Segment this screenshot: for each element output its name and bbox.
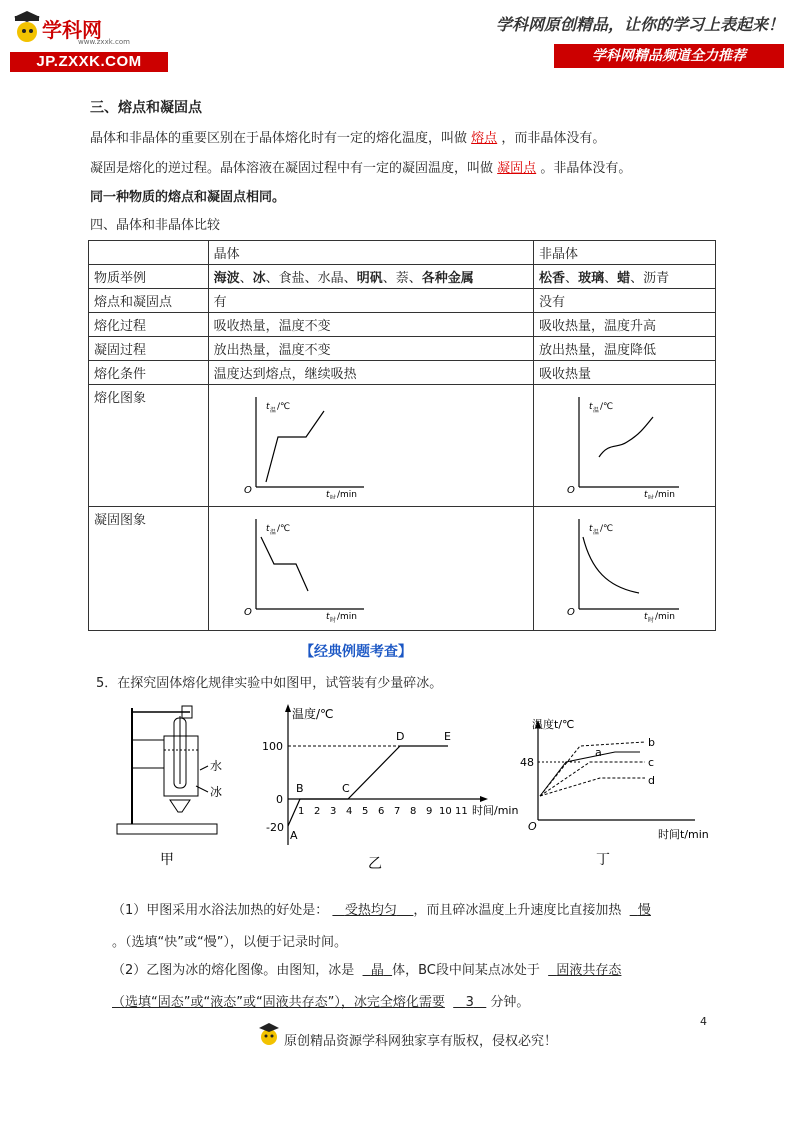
curve: [583, 537, 639, 593]
y-tick: 100: [262, 740, 283, 753]
text: （2）乙图为冰的熔化图像。由图知，冰是: [112, 963, 355, 978]
footer-copyright: 原创精品资源学科网独家享有版权，侵权必究！: [284, 1034, 558, 1049]
curve-label: d: [648, 774, 655, 787]
section-title-4: 四、晶体和非晶体比较: [90, 218, 221, 233]
text: （选填“固态”或“液态”或“固液共存态”），冰完全熔化需要: [112, 995, 445, 1010]
caption-ding: 丁: [596, 852, 610, 868]
x-tick: 5: [362, 806, 369, 817]
answer-text: 受热均匀: [344, 903, 397, 918]
table-row: [89, 313, 716, 337]
cell-crystal-melting-graph: [208, 385, 533, 507]
origin-label: O: [243, 485, 252, 496]
paragraph-freezing-point: [90, 157, 631, 176]
point-label: C: [342, 782, 350, 795]
x-tick: 10: [439, 806, 452, 817]
comparison-table: [88, 240, 716, 631]
origin-label: O: [528, 820, 537, 833]
x-axis-sub: 时: [648, 617, 655, 623]
cell: 温度达到熔点，继续吸热: [208, 361, 533, 385]
logo-subtext: www.zxxk.com: [78, 38, 130, 46]
figure-yi: [258, 700, 528, 875]
curve-label: a: [595, 746, 602, 759]
y-tick: 48: [520, 756, 534, 769]
mascot-icon: [12, 10, 42, 50]
x-tick: 7: [394, 806, 401, 817]
header-banner: 学科网精品频道全力推荐: [554, 44, 784, 68]
point-label: B: [296, 782, 304, 795]
caption-yi: 乙: [368, 856, 382, 872]
y-axis-unit: /℃: [276, 402, 290, 412]
curve-b: [540, 742, 645, 796]
x-tick: 8: [410, 806, 417, 817]
curve: [266, 411, 324, 482]
point-label: A: [290, 829, 298, 842]
curve-d: [540, 778, 645, 796]
curve: [261, 537, 308, 591]
answer-2: [630, 903, 651, 918]
answer-5: [453, 995, 486, 1010]
answer-text: 固液共存态: [556, 963, 622, 978]
crystal-melting-graph: [226, 387, 376, 499]
y-axis-label: t: [265, 402, 270, 412]
question-2-cont: [112, 991, 529, 1010]
cell: 放出热量，温度降低: [534, 337, 716, 361]
x-tick: 11: [455, 806, 468, 817]
x-axis-unit: /min: [655, 490, 676, 499]
x-axis-sub: 时: [329, 617, 336, 623]
header-cell: 非晶体: [534, 241, 716, 265]
answer-3: [363, 963, 393, 978]
y-tick: 0: [276, 793, 283, 806]
x-tick: 6: [378, 806, 385, 817]
table-row: [89, 385, 716, 507]
x-axis-label: 时间/min: [472, 804, 519, 817]
x-tick: 4: [346, 806, 353, 817]
curve: [599, 417, 653, 457]
x-axis-label: t: [325, 490, 330, 499]
origin-label: O: [567, 485, 575, 496]
header-cell: [89, 241, 209, 265]
x-tick: 1: [298, 806, 305, 817]
text: 晶体和非晶体的重要区别在于晶体熔化时有一定的熔化温度，叫做: [90, 131, 468, 146]
row-label: 物质举例: [89, 265, 209, 289]
y-tick: -20: [266, 821, 284, 834]
cell-amorphous-freezing-graph: [534, 507, 716, 631]
examples-heading: 【经典例题考查】: [300, 644, 412, 660]
cell: 吸收热量，温度不变: [208, 313, 533, 337]
x-axis-sub: 时: [329, 495, 336, 499]
paragraph-melting-point: [90, 127, 605, 146]
page-number: 4: [700, 1015, 707, 1028]
y-axis-sub: 温: [269, 407, 276, 414]
cell: 有: [208, 289, 533, 313]
x-axis-unit: /min: [336, 490, 357, 499]
y-axis-label: t: [589, 524, 593, 534]
text: 体，BC段中间某点冰处于: [392, 963, 540, 978]
y-axis-label: t: [265, 524, 270, 534]
answer-text: 3: [465, 995, 474, 1010]
question-1-cont: 。（选填“快”或“慢”），以便于记录时间。: [112, 935, 347, 950]
x-axis-label: t: [644, 612, 648, 622]
y-axis-unit: /℃: [600, 524, 614, 534]
text: （1）甲图采用水浴法加热的好处是：: [112, 903, 329, 918]
x-tick: 9: [426, 806, 433, 817]
site-logo[interactable]: [10, 8, 170, 70]
cell-amorphous-melting-graph: [534, 385, 716, 507]
curve-a: [540, 752, 640, 796]
x-axis-sub: 时: [648, 495, 655, 499]
row-label: 熔化过程: [89, 313, 209, 337]
text: 凝固是熔化的逆过程。晶体溶液在凝固过程中有一定的凝固温度，叫做: [90, 161, 494, 176]
y-axis-unit: /℃: [276, 524, 290, 534]
y-axis-sub: 温: [269, 529, 276, 536]
cell-crystal-examples: 海波、冰、食盐、水晶、明矾、萘、各种金属: [208, 265, 533, 289]
x-axis-unit: /min: [336, 612, 357, 622]
row-label: 熔化图象: [89, 385, 209, 507]
answer-4: [548, 963, 621, 978]
table-row: [89, 265, 716, 289]
mascot-icon: [258, 1022, 280, 1048]
answer-text: 晶: [370, 963, 384, 978]
curve-label: b: [648, 736, 655, 749]
point-label: E: [444, 730, 451, 743]
cell: 没有: [534, 289, 716, 313]
x-tick: 3: [330, 806, 337, 817]
y-axis-unit: /℃: [600, 402, 614, 412]
problem-stem: 5．在探究固体熔化规律实验中如图甲，试管装有少量碎冰。: [96, 676, 443, 691]
cell: 吸收热量: [534, 361, 716, 385]
text: 。非晶体没有。: [540, 161, 632, 176]
cell: 吸收热量，温度升高: [534, 313, 716, 337]
amorphous-melting-graph: [549, 387, 699, 499]
x-axis-label: t: [325, 612, 330, 622]
table-row: [89, 361, 716, 385]
table-row: [89, 507, 716, 631]
text: ，而非晶体没有。: [501, 131, 606, 146]
x-axis-label: t: [644, 490, 648, 499]
text: ，而且碎冰温度上升速度比直接加热: [413, 903, 622, 918]
label-water: 水: [210, 759, 223, 773]
y-axis-sub: 温: [593, 407, 600, 414]
header-cell: 晶体: [208, 241, 533, 265]
answer-freezing-point: 凝固点: [497, 161, 537, 176]
x-axis-label: 时间t/min: [658, 828, 709, 841]
cell-crystal-freezing-graph: [208, 507, 533, 631]
figure-jia: [112, 700, 252, 870]
text: 分钟。: [490, 995, 530, 1010]
row-label: 熔点和凝固点: [89, 289, 209, 313]
logo-text: 学科网: [42, 18, 102, 42]
cell: 放出热量，温度不变: [208, 337, 533, 361]
answer-1: [332, 903, 413, 918]
crystal-freezing-graph: [226, 509, 376, 623]
figure-ding: [520, 712, 720, 872]
header-slogan: 学科网原创精品，让你的学习上表起来！: [495, 15, 784, 34]
y-axis-label: 温度/℃: [292, 707, 334, 721]
table-row: [89, 289, 716, 313]
caption-jia: 甲: [160, 852, 174, 868]
row-label: 凝固过程: [89, 337, 209, 361]
answer-melting-point: 熔点: [471, 131, 498, 146]
table-row: [89, 337, 716, 361]
y-axis-sub: 温: [593, 529, 600, 536]
curve-label: c: [648, 756, 655, 769]
origin-label: O: [243, 607, 252, 618]
amorphous-freezing-graph: [549, 509, 699, 623]
section-title-3: 三、熔点和凝固点: [90, 100, 202, 116]
answer-text: 慢: [637, 903, 651, 918]
x-ticks: [298, 806, 468, 817]
row-label: 熔化条件: [89, 361, 209, 385]
row-label: 凝固图象: [89, 507, 209, 631]
x-tick: 2: [314, 806, 321, 817]
x-axis-unit: /min: [655, 612, 676, 622]
origin-label: O: [567, 607, 575, 618]
label-ice: 冰: [210, 785, 223, 799]
point-label: D: [396, 730, 405, 743]
cell-amorphous-examples: 松香、玻璃、蜡、沥青: [534, 265, 716, 289]
logo-domain: JP.ZXXK.COM: [10, 52, 168, 72]
y-axis-label: 温度t/℃: [532, 718, 575, 731]
question-1: [112, 899, 651, 918]
table-header-row: [89, 241, 716, 265]
paragraph-same-point: 同一种物质的熔点和凝固点相同。: [90, 190, 286, 205]
y-axis-label: t: [589, 402, 593, 412]
question-2: [112, 959, 621, 978]
